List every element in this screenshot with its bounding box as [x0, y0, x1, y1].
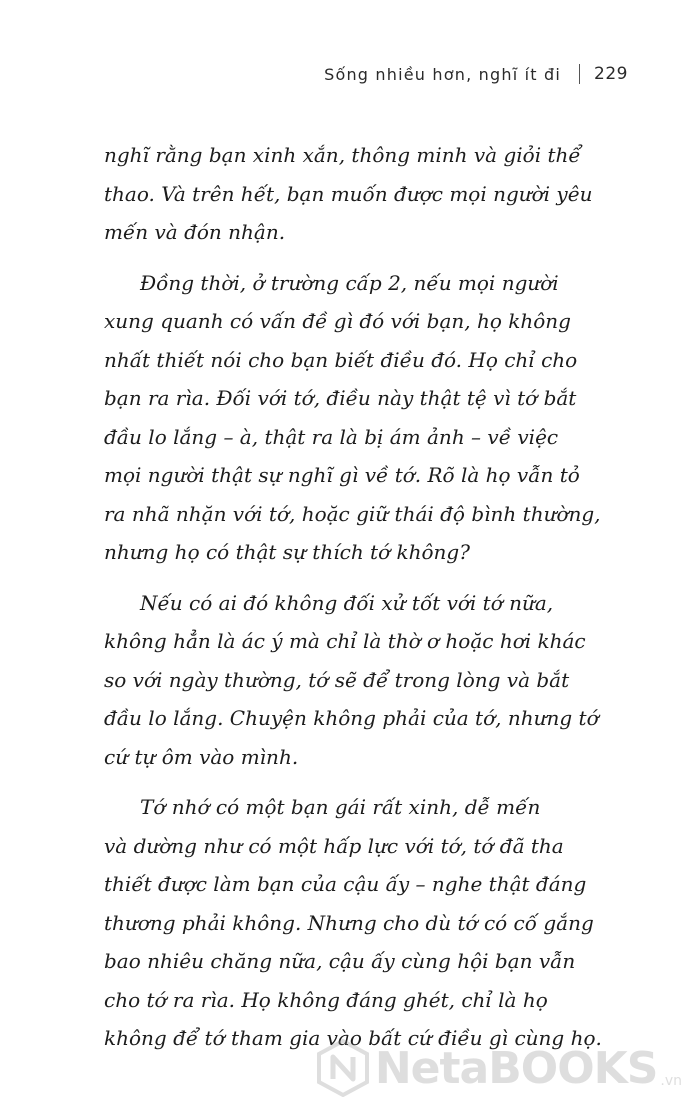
text-line: cứ tự ôm vào mình.	[104, 744, 299, 769]
watermark-tld: .vn	[660, 1073, 682, 1089]
text-line: Tớ nhớ có một bạn gái rất xinh, dễ mến	[140, 795, 541, 819]
text-line: so với ngày thường, tớ sẽ để trong lòng và bắt	[104, 667, 570, 692]
text-line: nghĩ rằng bạn xinh xắn, thông minh và giỏi thể	[104, 143, 581, 167]
text-line: mọi người thật sự nghĩ gì về tớ. Rõ là họ vẫn tỏ	[104, 463, 580, 487]
text-line: bạn ra rìa. Đối với tớ, điều này thật tệ vì tớ bắt	[104, 386, 577, 410]
text-line: đầu lo lắng – à, thật ra là bị ám ảnh – về việc	[104, 424, 559, 449]
text-line: không để tớ tham gia vào bất cứ điều gì cùng họ.	[104, 1026, 602, 1050]
text-line: đầu lo lắng. Chuyện không phải của tớ, nhưng tớ	[104, 706, 599, 730]
text-line: nhưng họ có thật sự thích tớ không?	[104, 540, 470, 564]
running-header	[324, 64, 628, 84]
paragraph	[104, 584, 624, 777]
paragraph	[104, 264, 624, 572]
text-line: cho tớ ra rìa. Họ không đáng ghét, chỉ là họ	[104, 987, 548, 1012]
header-divider	[579, 64, 580, 84]
paragraph	[104, 136, 624, 252]
text-line: Nếu có ai đó không đối xử tốt với tớ nữa,	[140, 590, 554, 615]
running-title: Sống nhiều hơn, nghĩ ít đi	[324, 64, 562, 84]
page-body	[104, 136, 624, 1070]
watermark	[317, 1039, 682, 1097]
netabooks-logo-icon	[317, 1039, 369, 1097]
text-line: và dường như có một hấp lực với tớ, tớ đã tha	[104, 833, 564, 858]
watermark-brand: NetaBOOKS	[374, 1042, 658, 1094]
text-line: bao nhiêu chăng nữa, cậu ấy cùng hội bạn vẫn	[104, 949, 576, 973]
text-line: thao. Và trên hết, bạn muốn được mọi người yêu	[104, 181, 593, 206]
text-line: ra nhã nhặn với tớ, hoặc giữ thái độ bình thường,	[104, 501, 601, 526]
text-line: không hẳn là ác ý mà chỉ là thờ ơ hoặc hơi khác	[104, 629, 586, 653]
text-line: thiết được làm bạn của cậu ấy – nghe thật đáng	[104, 872, 587, 896]
text-line: mến và đón nhận.	[104, 220, 286, 244]
text-line: Đồng thời, ở trường cấp 2, nếu mọi người	[140, 270, 559, 295]
text-line: xung quanh có vấn đề gì đó với bạn, họ không	[104, 309, 571, 333]
text-line: thương phải không. Nhưng cho dù tớ có cố gắng	[104, 910, 594, 935]
page-number: 229	[594, 64, 628, 84]
text-line: nhất thiết nói cho bạn biết điều đó. Họ chỉ cho	[104, 347, 578, 372]
paragraph	[104, 788, 624, 1058]
